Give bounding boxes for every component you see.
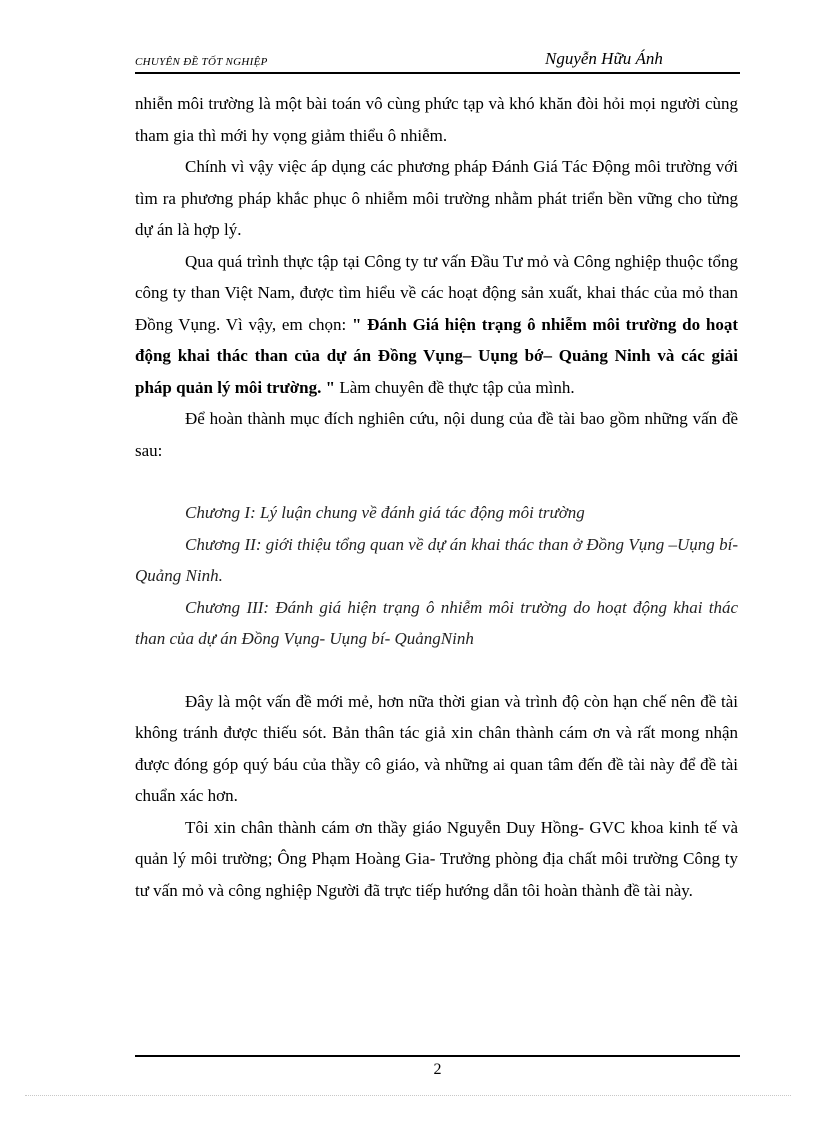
- paragraph-2: Chính vì vậy việc áp dụng các phương pháp Đánh Giá Tác Động môi trường với tìm ra phương pháp khắc phục ô nhiễm môi trường nhằm phát triển bền vững cho từng dự án là hợp lý.: [135, 157, 738, 239]
- spacer: [135, 466, 738, 497]
- paragraph-6: Tôi xin chân thành cám ơn thầy giáo Nguyễn Duy Hồng- GVC khoa kinh tế và quản lý môi trường; Ông Phạm Hoàng Gia- Trưởng phòng địa chất môi trường Công ty tư vấn mỏ và công nghiệp Người đã trực tiếp hướng dẫn tôi hoàn thành đề tài này.: [135, 817, 738, 900]
- paragraph-1: nhiễn môi trường là một bài toán vô cùng phức tạp và khó khăn đòi hỏi mọi người cùng tham gia thì mới hy vọng giảm thiểu ô nhiễm.: [135, 94, 738, 145]
- document-body: [135, 88, 738, 906]
- chapter-3: Chương III: Đánh giá hiện trạng ô nhiễm môi trường do hoạt động khai thác than của dự án Đồng Vụng- Uụng bí- QuảngNinh: [135, 597, 738, 648]
- page-number: 2: [433, 1061, 442, 1078]
- header-author: Nguyễn Hữu Ánh: [545, 49, 663, 68]
- paragraph-3-end: Làm chuyên đề thực tập của mình.: [335, 377, 575, 397]
- paragraph-4: Để hoàn thành mục đích nghiên cứu, nội dung của đề tài bao gồm những vấn đề sau:: [135, 409, 738, 460]
- page-header: [135, 48, 740, 74]
- page-footer: [135, 1055, 740, 1079]
- chapter-2: Chương II: giới thiệu tổng quan về dự án khai thác than ở Đồng Vụng –Uụng bí- Quảng Ninh.: [135, 534, 738, 585]
- paragraph-3: [135, 246, 738, 404]
- paragraph-5: Đây là một vấn đề mới mẻ, hơn nữa thời gian và trình độ còn hạn chế nên đề tài không tránh được thiếu sót. Bản thân tác giả xin chân thành cám ơn và rất mong nhận được đóng góp quý báu của thầy cô giáo, và những ai quan tâm đến đề tài này để đề tài chuẩn xác hơn.: [135, 691, 738, 805]
- page-edge-divider: [25, 1095, 791, 1096]
- paragraph-3-intro: Qua quá trình thực tập tại Công ty tư vấn Đầu Tư mỏ và Công nghiệp thuộc tổng công ty than Việt Nam, được tìm hiểu về các hoạt động sản xuất, khai thác của mỏ than Đồng Vụng. Vì vậy, em chọn:: [135, 251, 738, 334]
- spacer: [135, 655, 738, 686]
- chapter-1: Chương I: Lý luận chung về đánh giá tác động môi trường: [185, 503, 585, 522]
- thesis-title: " Đánh Giá hiện trạng ô nhiễm môi trường do hoạt động khai thác than của dự án Đồng Vụng– Uụng bớ– Quảng Ninh và các giải pháp quản lý môi trường. ": [135, 314, 738, 397]
- header-doc-type: CHUYÊN ĐỀ TỐT NGHIỆP: [135, 56, 268, 68]
